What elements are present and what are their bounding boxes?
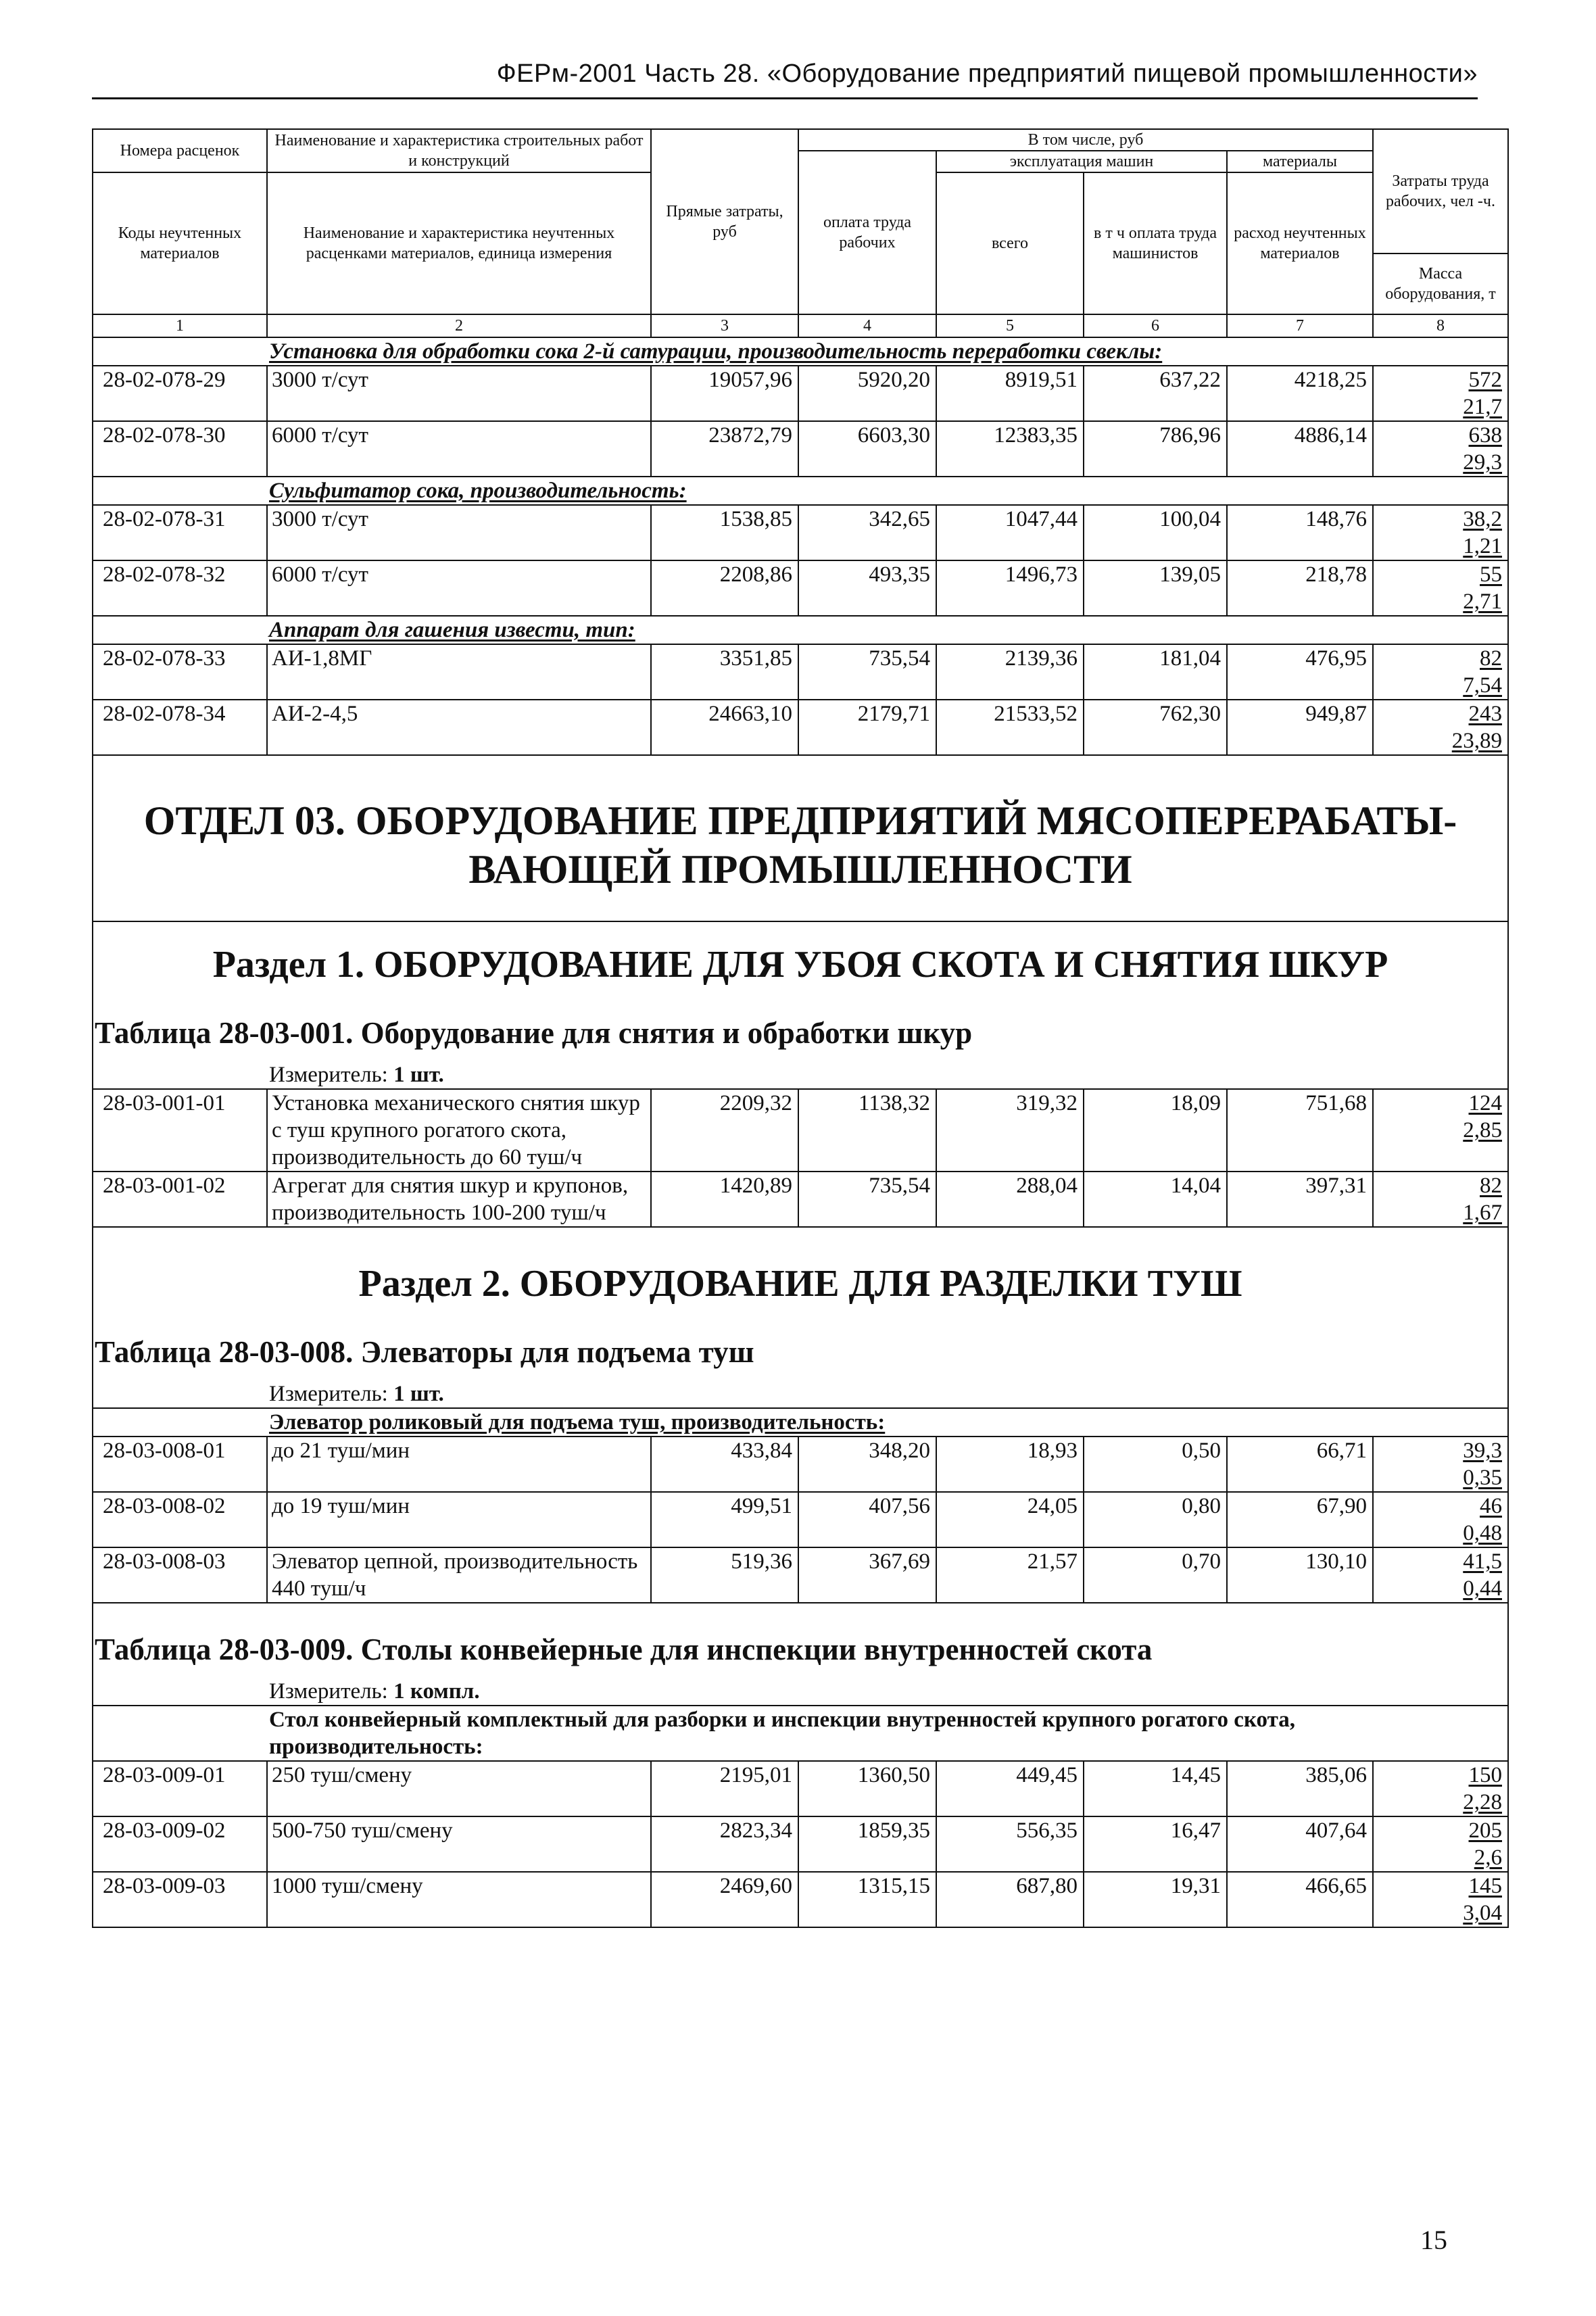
rate-row (93, 1761, 1508, 1816)
materials: 67,90 (1227, 1492, 1373, 1547)
labor-hours: 41,5 (1463, 1549, 1502, 1574)
rate-code: 28-02-078-29 (93, 366, 267, 421)
header-including: В том числе, руб (798, 129, 1373, 151)
labor-mass-cell (1373, 421, 1508, 477)
workers-pay: 1138,32 (798, 1089, 936, 1172)
rate-code: 28-03-008-02 (93, 1492, 267, 1547)
rate-name: до 19 туш/мин (267, 1492, 651, 1547)
workers-pay: 5920,20 (798, 366, 936, 421)
direct-costs: 2209,32 (651, 1089, 798, 1172)
workers-pay: 735,54 (798, 1172, 936, 1227)
header-machinist-pay: в т ч оплата труда машинистов (1084, 172, 1227, 314)
measure-label: Измеритель: (269, 1382, 388, 1406)
materials: 385,06 (1227, 1761, 1373, 1816)
header-rate-numbers: Номера расценок (93, 129, 267, 172)
rate-name: 3000 т/сут (267, 366, 651, 421)
labor-hours: 150 (1468, 1763, 1502, 1787)
labor-mass-cell (1373, 1761, 1508, 1816)
labor-hours: 82 (1480, 646, 1502, 671)
header-pay: оплата труда рабочих (798, 151, 936, 314)
labor-mass-cell (1373, 644, 1508, 700)
labor-hours: 638 (1468, 423, 1502, 448)
rate-name: Элеватор цепной, производительность 440 туш/ч (267, 1547, 651, 1603)
machines-total: 24,05 (936, 1492, 1084, 1547)
measure-value: 1 шт. (393, 1382, 444, 1406)
direct-costs: 499,51 (651, 1492, 798, 1547)
rate-name: АИ-2-4,5 (267, 700, 651, 755)
table-001-body (93, 1089, 1508, 1227)
measure-value: 1 шт. (393, 1063, 444, 1087)
table-008-body (93, 1437, 1508, 1603)
header-machines: эксплуатация машин (936, 151, 1227, 172)
rate-code: 28-03-008-03 (93, 1547, 267, 1603)
labor-mass-cell (1373, 505, 1508, 560)
workers-pay: 6603,30 (798, 421, 936, 477)
machines-total: 1496,73 (936, 560, 1084, 616)
rate-row (93, 644, 1508, 700)
machinist-pay: 0,70 (1084, 1547, 1227, 1603)
machinist-pay: 637,22 (1084, 366, 1227, 421)
machinist-pay: 18,09 (1084, 1089, 1227, 1172)
header-work-name: Наименование и характеристика строительных работ и конструкций (267, 129, 651, 172)
department-heading (93, 755, 1508, 921)
department-line-1: ОТДЕЛ 03. ОБОРУДОВАНИЕ ПРЕДПРИЯТИЙ МЯСОПЕРЕРАБАТЫ- (143, 798, 1457, 843)
measure-label: Измеритель: (269, 1063, 388, 1087)
machinist-pay: 16,47 (1084, 1816, 1227, 1872)
rate-code: 28-03-009-02 (93, 1816, 267, 1872)
direct-costs: 2208,86 (651, 560, 798, 616)
rate-code: 28-03-001-01 (93, 1089, 267, 1172)
labor-hours: 243 (1468, 702, 1502, 726)
rate-row (93, 560, 1508, 616)
machines-total: 12383,35 (936, 421, 1084, 477)
direct-costs: 3351,85 (651, 644, 798, 700)
rate-row (93, 505, 1508, 560)
equipment-mass: 2,71 (1463, 589, 1502, 614)
colnum: 7 (1227, 314, 1373, 337)
direct-costs: 2823,34 (651, 1816, 798, 1872)
workers-pay: 348,20 (798, 1437, 936, 1492)
labor-mass-cell (1373, 1437, 1508, 1492)
machines-total: 288,04 (936, 1172, 1084, 1227)
rate-row (93, 1437, 1508, 1492)
labor-hours: 572 (1468, 368, 1502, 392)
labor-hours: 39,3 (1463, 1439, 1502, 1463)
materials: 218,78 (1227, 560, 1373, 616)
rate-row (93, 1816, 1508, 1872)
estimate-table-frame (92, 128, 1507, 1928)
labor-mass-cell (1373, 1492, 1508, 1547)
equipment-mass: 29,3 (1463, 450, 1502, 475)
machinist-pay: 181,04 (1084, 644, 1227, 700)
block1-body (93, 337, 1508, 755)
equipment-mass: 2,28 (1463, 1790, 1502, 1814)
rate-code: 28-02-078-32 (93, 560, 267, 616)
group-row (93, 477, 1508, 505)
header-material-names: Наименование и характеристика неучтенных расценками материалов, единица измерения (267, 172, 651, 314)
workers-pay: 1315,15 (798, 1872, 936, 1927)
measure-value: 1 компл. (393, 1679, 480, 1704)
machinist-pay: 786,96 (1084, 421, 1227, 477)
labor-mass-cell (1373, 560, 1508, 616)
equipment-mass: 23,89 (1451, 729, 1502, 753)
department-line-2: ВАЮЩЕЙ ПРОМЫШЛЕННОСТИ (468, 847, 1132, 892)
machines-total: 556,35 (936, 1816, 1084, 1872)
table-009-body (93, 1761, 1508, 1927)
table-009-title: Таблица 28-03-009. Столы конвейерные для инспекции внутренностей скота (93, 1603, 1508, 1668)
equipment-mass: 0,44 (1463, 1576, 1502, 1601)
direct-costs: 433,84 (651, 1437, 798, 1492)
table-009-measure (93, 1668, 1508, 1706)
materials: 949,87 (1227, 700, 1373, 755)
direct-costs: 19057,96 (651, 366, 798, 421)
equipment-mass: 2,85 (1463, 1118, 1502, 1142)
rate-name: 6000 т/сут (267, 560, 651, 616)
rate-row (93, 700, 1508, 755)
rate-row (93, 1172, 1508, 1227)
direct-costs: 1420,89 (651, 1172, 798, 1227)
rate-name: 1000 туш/смену (267, 1872, 651, 1927)
machinist-pay: 139,05 (1084, 560, 1227, 616)
labor-mass-cell (1373, 1172, 1508, 1227)
equipment-mass: 21,7 (1463, 395, 1502, 419)
labor-hours: 205 (1468, 1818, 1502, 1843)
equipment-mass: 0,35 (1463, 1466, 1502, 1490)
machinist-pay: 14,04 (1084, 1172, 1227, 1227)
rate-name: 500-750 туш/смену (267, 1816, 651, 1872)
header-mass: Масса оборудования, т (1373, 254, 1508, 314)
table-001-title: Таблица 28-03-001. Оборудование для снятия и обработки шкур (93, 1014, 1508, 1052)
section-2-heading: Раздел 2. ОБОРУДОВАНИЕ ДЛЯ РАЗДЕЛКИ ТУШ (93, 1227, 1508, 1333)
labor-mass-cell (1373, 1089, 1508, 1172)
materials: 407,64 (1227, 1816, 1373, 1872)
colnum: 6 (1084, 314, 1227, 337)
header-material-consumption: расход неучтенных материалов (1227, 172, 1373, 314)
workers-pay: 2179,71 (798, 700, 936, 755)
rate-name: 6000 т/сут (267, 421, 651, 477)
labor-hours: 55 (1480, 562, 1502, 587)
table-008-group: Элеватор роликовый для подъема туш, производительность: (93, 1408, 1508, 1437)
machinist-pay: 0,80 (1084, 1492, 1227, 1547)
colnum: 2 (267, 314, 651, 337)
materials: 66,71 (1227, 1437, 1373, 1492)
header-materials: материалы (1227, 151, 1373, 172)
table-008-title: Таблица 28-03-008. Элеваторы для подъема туш (93, 1333, 1508, 1371)
rate-row (93, 1547, 1508, 1603)
labor-mass-cell (1373, 1872, 1508, 1927)
group-title: Аппарат для гашения извести, тип: (93, 616, 1508, 644)
rate-code: 28-02-078-33 (93, 644, 267, 700)
direct-costs: 2469,60 (651, 1872, 798, 1927)
rate-name: АИ-1,8МГ (267, 644, 651, 700)
labor-mass-cell (1373, 700, 1508, 755)
workers-pay: 367,69 (798, 1547, 936, 1603)
labor-mass-cell (1373, 1816, 1508, 1872)
machinist-pay: 0,50 (1084, 1437, 1227, 1492)
labor-hours: 145 (1468, 1874, 1502, 1898)
direct-costs: 23872,79 (651, 421, 798, 477)
running-header: ФЕРм-2001 Часть 28. «Оборудование предприятий пищевой промышленности» (496, 59, 1478, 88)
table-008-measure (93, 1371, 1508, 1408)
rate-code: 28-03-009-01 (93, 1761, 267, 1816)
rate-row (93, 421, 1508, 477)
equipment-mass: 3,04 (1463, 1901, 1502, 1925)
machinist-pay: 14,45 (1084, 1761, 1227, 1816)
group-title: Сульфитатор сока, производительность: (93, 477, 1508, 505)
materials: 751,68 (1227, 1089, 1373, 1172)
machines-total: 319,32 (936, 1089, 1084, 1172)
workers-pay: 407,56 (798, 1492, 936, 1547)
machines-total: 2139,36 (936, 644, 1084, 700)
machines-total: 449,45 (936, 1761, 1084, 1816)
section-1-heading: Раздел 1. ОБОРУДОВАНИЕ ДЛЯ УБОЯ СКОТА И СНЯТИЯ ШКУР (93, 921, 1508, 1014)
labor-hours: 82 (1480, 1174, 1502, 1198)
materials: 4218,25 (1227, 366, 1373, 421)
header-direct-costs: Прямые затраты, руб (651, 129, 798, 314)
workers-pay: 493,35 (798, 560, 936, 616)
rate-code: 28-03-008-01 (93, 1437, 267, 1492)
colnum: 3 (651, 314, 798, 337)
materials: 476,95 (1227, 644, 1373, 700)
page-number: 15 (1420, 2225, 1447, 2255)
machines-total: 18,93 (936, 1437, 1084, 1492)
colnum: 1 (93, 314, 267, 337)
colnum: 4 (798, 314, 936, 337)
materials: 148,76 (1227, 505, 1373, 560)
colnum: 8 (1373, 314, 1508, 337)
workers-pay: 342,65 (798, 505, 936, 560)
machines-total: 8919,51 (936, 366, 1084, 421)
workers-pay: 1360,50 (798, 1761, 936, 1816)
group-row (93, 337, 1508, 366)
rate-row (93, 1872, 1508, 1927)
direct-costs: 2195,01 (651, 1761, 798, 1816)
equipment-mass: 7,54 (1463, 673, 1502, 698)
equipment-mass: 1,21 (1463, 534, 1502, 558)
rate-code: 28-02-078-31 (93, 505, 267, 560)
rate-code: 28-03-009-03 (93, 1872, 267, 1927)
machines-total: 1047,44 (936, 505, 1084, 560)
materials: 4886,14 (1227, 421, 1373, 477)
equipment-mass: 2,6 (1474, 1845, 1502, 1870)
rate-code: 28-02-078-34 (93, 700, 267, 755)
equipment-mass: 0,48 (1463, 1521, 1502, 1545)
table-009-group: Стол конвейерный комплектный для разборки и инспекции внутренностей крупного рогатого скота, производительность: (93, 1706, 1508, 1761)
table-001-measure (93, 1052, 1508, 1089)
labor-mass-cell (1373, 1547, 1508, 1603)
materials: 130,10 (1227, 1547, 1373, 1603)
labor-hours: 124 (1468, 1091, 1502, 1115)
workers-pay: 735,54 (798, 644, 936, 700)
machinist-pay: 762,30 (1084, 700, 1227, 755)
direct-costs: 1538,85 (651, 505, 798, 560)
rate-name: 3000 т/сут (267, 505, 651, 560)
estimate-table (92, 128, 1509, 1928)
rate-row (93, 1492, 1508, 1547)
group-title: Установка для обработки сока 2-й сатурации, производительность переработки свеклы: (93, 337, 1508, 366)
machines-total: 21533,52 (936, 700, 1084, 755)
measure-label: Измеритель: (269, 1679, 388, 1704)
labor-hours: 38,2 (1463, 507, 1502, 531)
machines-total: 21,57 (936, 1547, 1084, 1603)
rate-code: 28-03-001-02 (93, 1172, 267, 1227)
direct-costs: 24663,10 (651, 700, 798, 755)
machinist-pay: 19,31 (1084, 1872, 1227, 1927)
colnum: 5 (936, 314, 1084, 337)
materials: 397,31 (1227, 1172, 1373, 1227)
labor-hours: 46 (1480, 1494, 1502, 1518)
rate-name: Установка механического снятия шкур с туш крупного рогатого скота, производительность до 60 туш/ч (267, 1089, 651, 1172)
rate-name: до 21 туш/мин (267, 1437, 651, 1492)
rate-name: Агрегат для снятия шкур и крупонов, производительность 100-200 туш/ч (267, 1172, 651, 1227)
machines-total: 687,80 (936, 1872, 1084, 1927)
rate-name: 250 туш/смену (267, 1761, 651, 1816)
machinist-pay: 100,04 (1084, 505, 1227, 560)
labor-mass-cell (1373, 366, 1508, 421)
header-rule (92, 97, 1478, 99)
equipment-mass: 1,67 (1463, 1201, 1502, 1225)
direct-costs: 519,36 (651, 1547, 798, 1603)
header-material-codes: Коды неучтенных материалов (93, 172, 267, 314)
rate-row (93, 366, 1508, 421)
rate-row (93, 1089, 1508, 1172)
materials: 466,65 (1227, 1872, 1373, 1927)
rate-code: 28-02-078-30 (93, 421, 267, 477)
header-labor: Затраты труда рабочих, чел -ч. (1373, 129, 1508, 254)
group-row (93, 616, 1508, 644)
header-machines-total: всего (936, 172, 1084, 314)
workers-pay: 1859,35 (798, 1816, 936, 1872)
